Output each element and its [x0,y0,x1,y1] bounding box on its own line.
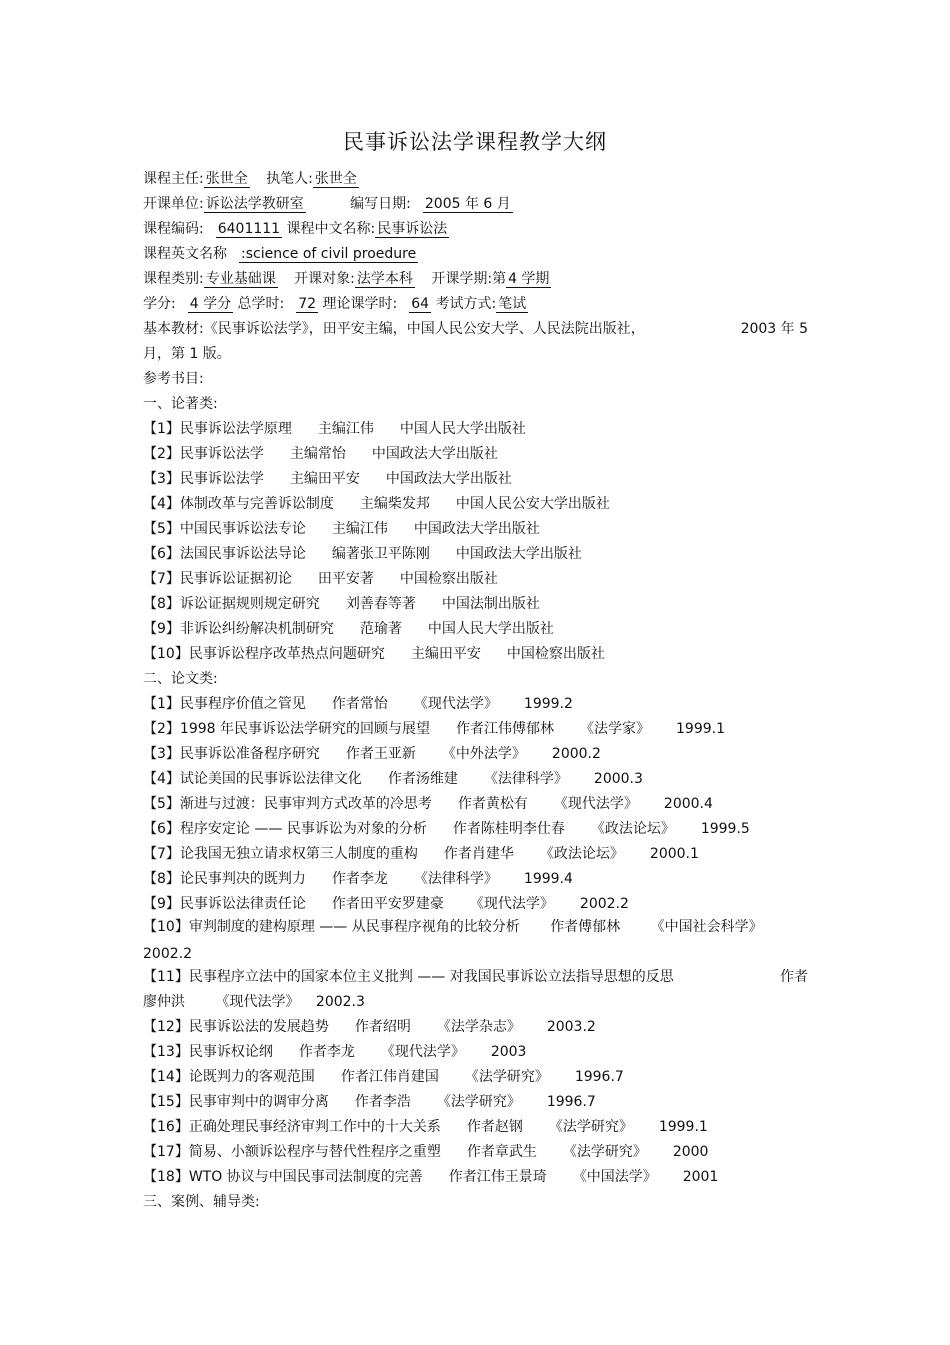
page-title: 民事诉讼法学课程教学大纲 [343,130,607,154]
paper-title: 民事程序价值之管见 [179,696,306,712]
paper-year: 2001 [682,1169,719,1185]
header-line-unit [143,195,513,213]
book-title: 法国民事诉讼法导论 [179,546,306,562]
paper-year: 2000 [672,1144,709,1160]
book-publisher: 中国人民大学出版社 [427,621,554,637]
paper-item [143,1168,718,1186]
book-no: 【10】 [143,646,189,662]
paper-year: 2002.2 [579,896,629,912]
references-label: 参考书目: [143,371,204,387]
book-publisher: 中国人民大学出版社 [399,421,526,437]
book-title: 民事诉讼法学原理 [179,421,292,437]
paper-author: 作者傅郁林 [550,919,621,935]
paper-title: 程序安定论 —— 民事诉讼为对象的分析 [179,821,427,837]
book-title: 诉讼证据规则规定研究 [179,596,320,612]
book-author: 主编田平安 [289,471,360,487]
paper-no: 【2】 [143,721,180,737]
book-author: 编著张卫平陈刚 [331,546,430,562]
paper-author: 作者王亚新 [345,746,416,762]
category-label: 课程类别: [143,271,204,287]
paper-item [143,720,725,738]
paper-author: 作者江伟肖建国 [340,1069,439,1085]
theory-hours-value: 64 [411,296,430,312]
paper-author: 作者常怡 [331,696,388,712]
paper-no: 【17】 [143,1144,189,1160]
exam-label: 考试方式: [435,296,497,312]
paper-year: 2003.2 [546,1019,596,1035]
target-value: 法学本科 [356,271,413,287]
paper-no: 【14】 [143,1069,189,1085]
paper-title: 论我国无独立请求权第三人制度的重构 [179,846,418,862]
paper-item [143,845,699,863]
book-no: 【9】 [143,621,180,637]
paper-author: 作者江伟傅郁林 [456,721,555,737]
paper-journal: 《法学研究》 [548,1119,633,1135]
paper-author: 作者江伟王景琦 [448,1169,547,1185]
paper-title: 民事程序立法中的国家本位主义批判 —— 对我国民事诉讼立法指导思想的反思 [188,969,674,985]
paper-no: 【16】 [143,1119,189,1135]
cases-heading: 三、案例、辅导类: [143,1194,260,1210]
target-label: 开课对象: [294,271,355,287]
textbook-text: 基本教材:《民事诉讼法学》，田平安主编，中国人民公安大学、人民法院出版社， [143,321,645,337]
book-item [143,520,540,538]
paper-item-11 [143,968,808,986]
paper-year: 2000.1 [649,846,699,862]
paper-journal: 《中国社会科学》 [650,919,763,935]
paper-author-label: 作者 [780,969,808,985]
paper-item [143,745,601,763]
paper-item-10-year: 2002.2 [143,946,192,962]
book-author: 主编常怡 [289,446,346,462]
paper-author: 作者李浩 [354,1094,411,1110]
book-item [143,595,540,613]
header-line-en-name [143,245,418,263]
paper-year: 2000.2 [551,746,601,762]
paper-author: 作者李龙 [331,871,388,887]
paper-no: 【12】 [143,1019,189,1035]
book-no: 【2】 [143,446,180,462]
theory-hours-label: 理论课学时: [322,296,398,312]
paper-journal: 《政法论坛》 [590,821,675,837]
writer-label: 执笔人: [266,171,313,187]
paper-no: 【11】 [143,969,189,985]
book-item [143,445,498,463]
paper-author: 作者章武生 [466,1144,537,1160]
paper-no: 【9】 [143,896,180,912]
book-item [143,545,582,563]
paper-title: WTO 协议与中国民事司法制度的完善 [188,1169,423,1185]
paper-year: 2003 [490,1044,527,1060]
paper-item [143,795,713,813]
book-title: 民事诉讼程序改革热点问题研究 [188,646,385,662]
book-item [143,620,554,638]
code-label: 课程编码: [143,221,204,237]
paper-year: 1996.7 [574,1069,624,1085]
category-value: 专业基础课 [205,271,276,287]
book-author: 主编江伟 [331,521,388,537]
paper-author: 作者陈桂明李仕春 [452,821,565,837]
book-author: 田平安著 [317,571,374,587]
book-publisher: 中国政法大学出版社 [385,471,512,487]
paper-title: 民事诉权论纲 [188,1044,273,1060]
paper-item [143,895,629,913]
date-value: 2005 年 6 月 [424,196,511,212]
book-publisher: 中国检察出版社 [506,646,605,662]
director-label: 课程主任: [143,171,204,187]
paper-journal: 《现代法学》 [380,1044,465,1060]
paper-no: 【5】 [143,796,180,812]
paper-no: 【4】 [143,771,180,787]
paper-year: 2002.3 [315,994,365,1010]
paper-title: 民事审判中的调审分离 [188,1094,329,1110]
total-hours-label: 总学时: [237,296,285,312]
paper-no: 【10】 [143,919,189,935]
book-author: 主编柴发邦 [359,496,430,512]
code-value: 6401111 [217,221,281,237]
paper-title: 民事诉讼法的发展趋势 [188,1019,329,1035]
book-title: 中国民事诉讼法专论 [179,521,306,537]
paper-journal: 《现代法学》 [413,696,498,712]
paper-journal: 《法律科学》 [483,771,568,787]
paper-title: 审判制度的建构原理 —— 从民事程序视角的比较分析 [188,919,520,935]
paper-item [143,1043,526,1061]
book-author: 范瑜著 [359,621,402,637]
book-title: 体制改革与完善诉讼制度 [179,496,334,512]
paper-author: 作者李龙 [298,1044,355,1060]
paper-year: 1999.2 [523,696,573,712]
paper-year: 1999.1 [676,721,726,737]
paper-author: 作者肖建华 [443,846,514,862]
paper-journal: 《现代法学》 [215,994,300,1010]
date-label: 编写日期: [350,196,411,212]
paper-item [143,1118,708,1136]
paper-journal: 《法学研究》 [562,1144,647,1160]
paper-year: 1999.5 [700,821,750,837]
book-title: 民事诉讼证据初论 [179,571,292,587]
book-publisher: 中国法制出版社 [441,596,540,612]
book-title: 民事诉讼法学 [179,446,264,462]
paper-journal: 《中国法学》 [572,1169,657,1185]
en-name-value: :science of civil proedure [241,246,417,262]
paper-journal: 《现代法学》 [553,796,638,812]
paper-no: 【7】 [143,846,180,862]
book-no: 【6】 [143,546,180,562]
paper-journal: 《现代法学》 [469,896,554,912]
credit-label: 学分: [143,296,176,312]
header-line-category [143,270,551,288]
paper-journal: 《中外法学》 [441,746,526,762]
paper-item [143,1068,624,1086]
book-publisher: 中国政法大学出版社 [413,521,540,537]
header-line-director [143,170,359,188]
book-publisher: 中国政法大学出版社 [455,546,582,562]
paper-author: 作者田平安罗建豪 [331,896,444,912]
book-no: 【7】 [143,571,180,587]
paper-item [143,1143,708,1161]
en-name-label: 课程英文名称 [143,246,227,262]
writer-value: 张世全 [314,171,357,187]
book-publisher: 中国检察出版社 [399,571,498,587]
paper-year: 1996.7 [546,1094,596,1110]
book-title: 民事诉讼法学 [179,471,264,487]
book-item [143,420,526,438]
paper-year: 1999.1 [658,1119,708,1135]
paper-item [143,1018,596,1036]
textbook-year: 2003 年 5 [740,321,808,337]
book-item [143,645,605,663]
paper-journal: 《法学杂志》 [436,1019,521,1035]
book-publisher: 中国政法大学出版社 [371,446,498,462]
paper-no: 【3】 [143,746,180,762]
paper-title: 论民事判决的既判力 [179,871,306,887]
cn-name-value: 民事诉讼法 [377,221,448,237]
book-no: 【1】 [143,421,180,437]
paper-author: 作者绍明 [354,1019,411,1035]
paper-author: 作者黄松有 [457,796,528,812]
paper-title: 民事诉讼法律责任论 [179,896,306,912]
book-item [143,470,512,488]
paper-year: 2000.4 [663,796,713,812]
paper-journal: 《法学家》 [580,721,651,737]
unit-label: 开课单位: [143,196,204,212]
header-line-credit [143,295,528,313]
paper-title: 渐进与过渡：民事审判方式改革的冷思考 [179,796,432,812]
book-author: 主编江伟 [317,421,374,437]
paper-journal: 《法律科学》 [413,871,498,887]
paper-no: 【8】 [143,871,180,887]
paper-journal: 《法学研究》 [436,1094,521,1110]
unit-value: 诉讼法学教研室 [205,196,304,212]
paper-no: 【6】 [143,821,180,837]
textbook-line-2: 月，第 1 版。 [143,346,231,362]
book-item [143,495,610,513]
book-no: 【5】 [143,521,180,537]
paper-item [143,1093,596,1111]
paper-item-10 [143,918,763,936]
header-line-code [143,220,449,238]
term-prefix: 第 [492,271,507,287]
paper-year: 2000.3 [593,771,643,787]
paper-title: 1998 年民事诉讼法学研究的回顾与展望 [179,721,431,737]
paper-item [143,870,573,888]
paper-no: 【13】 [143,1044,189,1060]
paper-item [143,695,573,713]
cn-name-label: 课程中文名称: [286,221,376,237]
paper-item [143,770,643,788]
book-publisher: 中国人民公安大学出版社 [455,496,610,512]
paper-title: 论既判力的客观范围 [188,1069,315,1085]
total-hours-value: 72 [298,296,317,312]
paper-author: 作者汤维建 [387,771,458,787]
paper-title: 试论美国的民事诉讼法律文化 [179,771,362,787]
paper-journal: 《法学研究》 [464,1069,549,1085]
term-label: 开课学期: [431,271,493,287]
paper-author-name: 廖仲洪 [143,994,185,1010]
paper-journal: 《政法论坛》 [539,846,624,862]
book-no: 【8】 [143,596,180,612]
book-no: 【4】 [143,496,180,512]
director-value: 张世全 [205,171,248,187]
book-title: 非诉讼纠纷解决机制研究 [179,621,334,637]
paper-author: 作者赵钢 [466,1119,523,1135]
paper-title: 正确处理民事经济审判工作中的十大关系 [188,1119,441,1135]
books-heading: 一、论著类: [143,396,218,412]
credit-value: 4 学分 [189,296,232,312]
book-author: 主编田平安 [410,646,481,662]
textbook-line-1 [143,320,808,338]
book-no: 【3】 [143,471,180,487]
papers-heading: 二、论文类: [143,671,218,687]
paper-no: 【1】 [143,696,180,712]
exam-value: 笔试 [498,296,527,312]
paper-item-11-cont [143,993,365,1011]
paper-no: 【18】 [143,1169,189,1185]
paper-no: 【15】 [143,1094,189,1110]
paper-item [143,820,750,838]
term-value: 4 学期 [508,271,550,287]
paper-title: 民事诉讼准备程序研究 [179,746,320,762]
paper-title: 简易、小额诉讼程序与替代性程序之重塑 [188,1144,441,1160]
book-item [143,570,498,588]
book-author: 刘善春等著 [345,596,416,612]
paper-year: 1999.4 [523,871,573,887]
